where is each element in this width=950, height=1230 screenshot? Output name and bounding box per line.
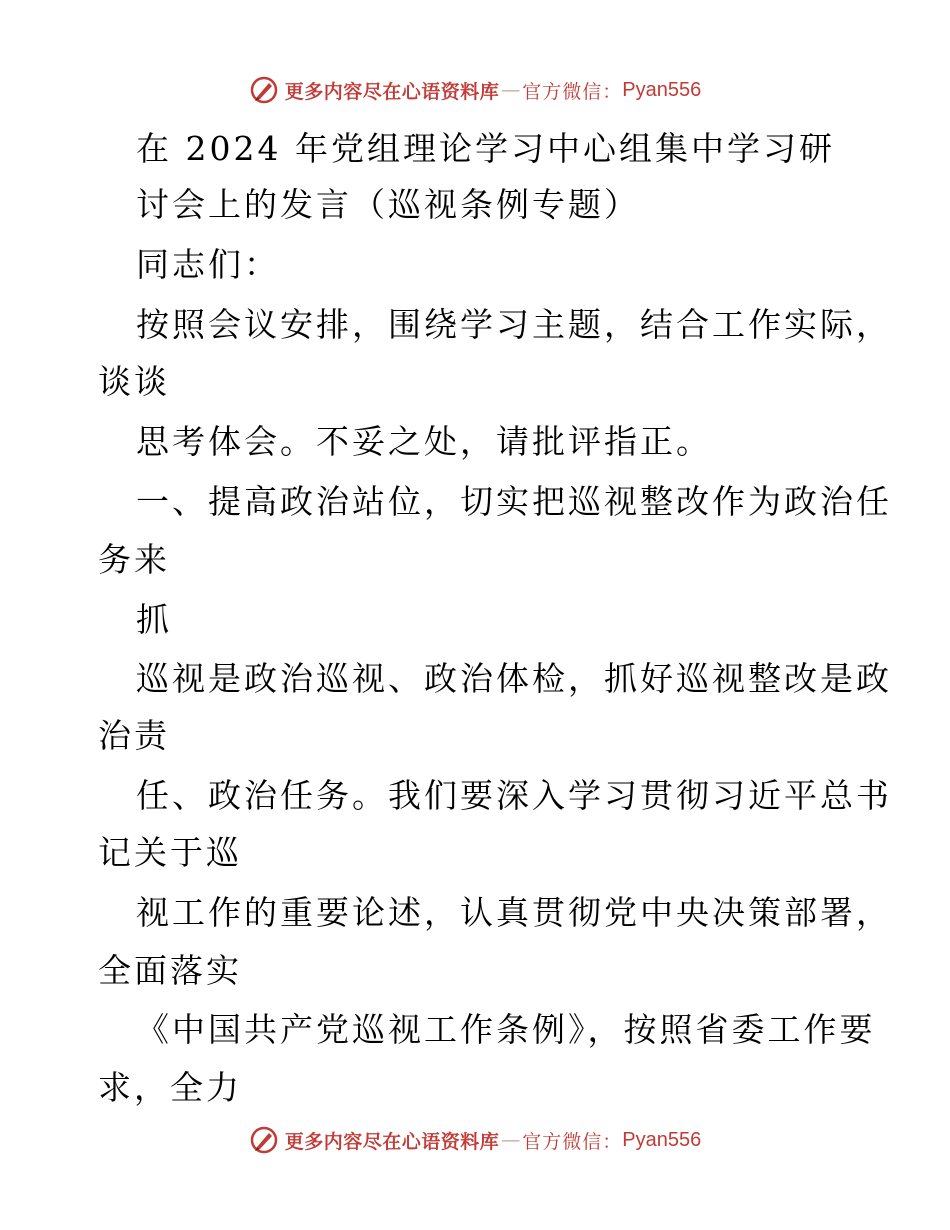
- text-line: 按照会议安排，围绕学习主题，结合工作实际，: [136, 305, 892, 344]
- text-line: 思考体会。不妥之处，请批评指正。: [136, 422, 712, 461]
- text-line: 巡视是政治巡视、政治体检，抓好巡视整改是政: [136, 659, 892, 698]
- text-line: 治责: [98, 716, 170, 755]
- watermark-wechat-id: Pyan556: [622, 1128, 702, 1151]
- text-line: 谈谈: [98, 362, 170, 401]
- title-line-2: 讨会上的发言（巡视条例专题）: [136, 185, 640, 224]
- text-line: 记关于巡: [98, 833, 242, 872]
- footer-watermark: [0, 1120, 950, 1160]
- salutation: 同志们：: [136, 245, 280, 284]
- pen-logo-icon: [249, 75, 279, 105]
- watermark-text: 更多内容尽在心语资料库: [284, 80, 500, 103]
- watermark-text: 更多内容尽在心语资料库: [284, 1130, 500, 1153]
- title-line-1: 在 2024 年党组理论学习中心组集中学习研: [136, 129, 835, 168]
- header-watermark: [0, 70, 950, 110]
- section-heading-line: 抓: [136, 600, 172, 639]
- text-line: 《中国共产党巡视工作条例》，按照省委工作要: [136, 1010, 876, 1049]
- text-line: 任、政治任务。我们要深入学习贯彻习近平总书: [136, 776, 892, 815]
- section-heading-line: 一、提高政治站位，切实把巡视整改作为政治任: [136, 482, 892, 521]
- watermark-separator: —: [501, 1129, 521, 1151]
- watermark-wechat-label: 官方微信：: [522, 80, 623, 103]
- section-heading-line: 务来: [98, 540, 170, 579]
- text-line: 求，全力: [98, 1068, 242, 1107]
- watermark-wechat-label: 官方微信：: [522, 1130, 623, 1153]
- text-line: 视工作的重要论述，认真贯彻党中央决策部署，: [136, 893, 892, 932]
- text-line: 全面落实: [98, 951, 242, 990]
- pen-logo-icon: [249, 1125, 279, 1155]
- watermark-separator: —: [501, 79, 521, 101]
- watermark-wechat-id: Pyan556: [622, 78, 702, 101]
